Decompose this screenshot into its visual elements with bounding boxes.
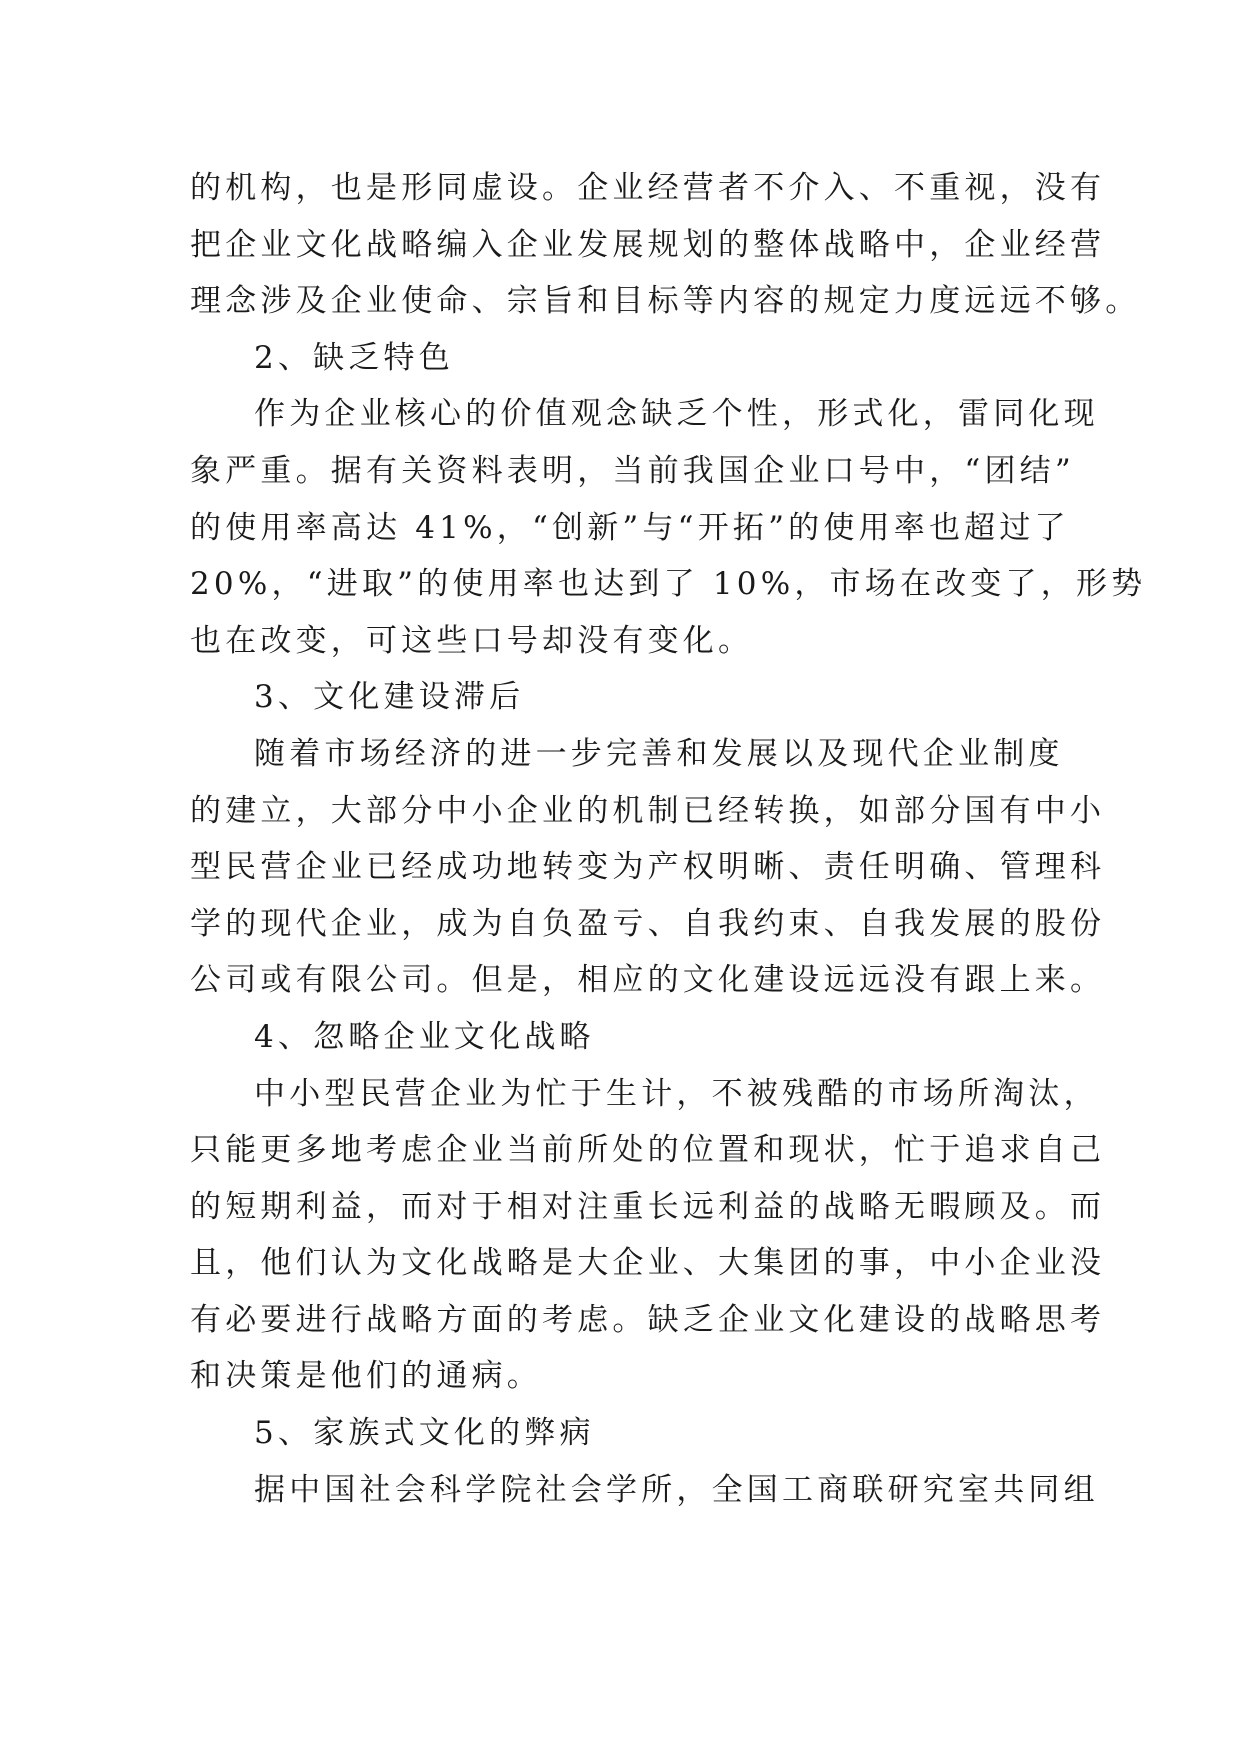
text-line: 的短期利益，而对于相对注重长远利益的战略无暇顾及。而 — [190, 1188, 1106, 1225]
text-line: 只能更多地考虑企业当前所处的位置和现状，忙于追求自己 — [190, 1132, 1106, 1169]
text-line: 20%，“进取”的使用率也达到了 10%，市场在改变了，形势 — [190, 566, 1147, 603]
text-line: 把企业文化战略编入企业发展规划的整体战略中，企业经营 — [190, 226, 1106, 263]
text-line: 的建立，大部分中小企业的机制已经转换，如部分国有中小 — [190, 792, 1106, 829]
paragraph-first-line: 中小型民营企业为忙于生计，不被残酷的市场所淘汰， — [254, 1075, 1099, 1112]
text-line: 和决策是他们的通病。 — [190, 1358, 542, 1395]
text-line: 的机构，也是形同虚设。企业经营者不介入、不重视，没有 — [190, 170, 1106, 206]
text-line: 理念涉及企业使命、宗旨和目标等内容的规定力度远远不够。 — [190, 283, 1141, 320]
text-line: 也在改变，可这些口号却没有变化。 — [190, 622, 754, 659]
text-line: 有必要进行战略方面的考虑。缺乏企业文化建设的战略思考 — [190, 1301, 1106, 1338]
section-heading: 3、文化建设滞后 — [254, 679, 525, 716]
section-heading: 5、家族式文化的弊病 — [254, 1415, 595, 1452]
paragraph-first-line: 作为企业核心的价值观念缺乏个性，形式化，雷同化现 — [254, 396, 1099, 433]
text-line: 象严重。据有关资料表明，当前我国企业口号中，“团结” — [190, 452, 1075, 489]
text-line: 的使用率高达 41%，“创新”与“开拓”的使用率也超过了 — [190, 509, 1070, 546]
section-heading: 2、缺乏特色 — [254, 339, 454, 376]
text-line: 公司或有限公司。但是，相应的文化建设远远没有跟上来。 — [190, 962, 1106, 999]
text-line: 且，他们认为文化战略是大企业、大集团的事，中小企业没 — [190, 1245, 1106, 1282]
text-line: 型民营企业已经成功地转变为产权明晰、责任明确、管理科 — [190, 849, 1106, 886]
body-text — [190, 160, 1147, 1518]
section-heading: 4、忽略企业文化战略 — [254, 1018, 595, 1055]
paragraph-first-line: 据中国社会科学院社会学所，全国工商联研究室共同组 — [254, 1471, 1099, 1508]
paragraph-first-line: 随着市场经济的进一步完善和发展以及现代企业制度 — [254, 735, 1064, 772]
text-line: 学的现代企业，成为自负盈亏、自我约束、自我发展的股份 — [190, 905, 1106, 942]
